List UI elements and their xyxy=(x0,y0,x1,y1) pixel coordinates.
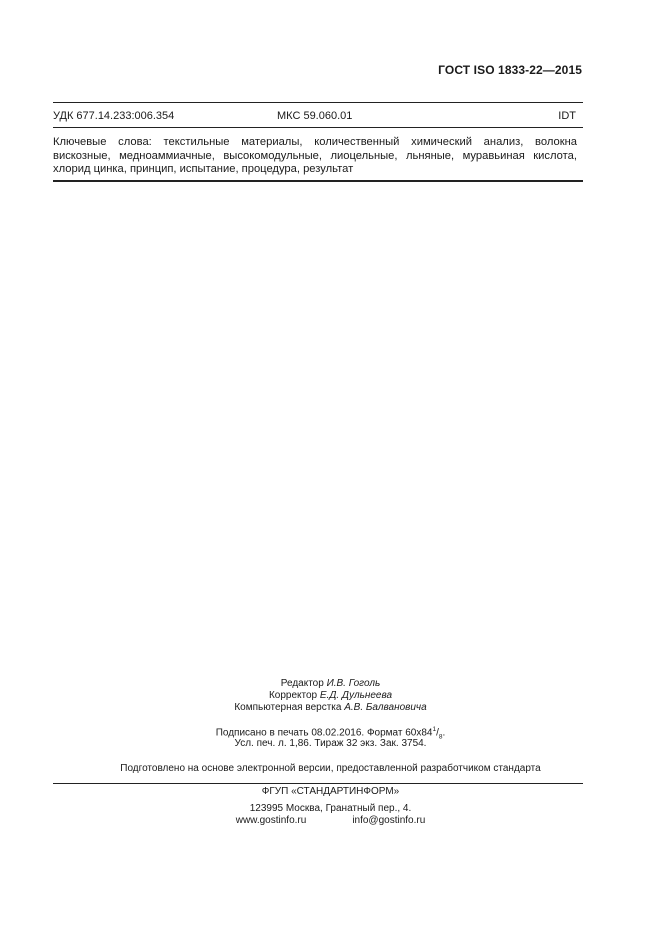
signed-text: Подписано в печать 08.02.2016. Формат 60х84 xyxy=(215,727,433,739)
corrector-name: Е.Д. Дульнеева xyxy=(319,690,393,701)
udk-code: УДК 677.14.233:006.354 xyxy=(53,110,175,122)
contacts-line xyxy=(0,815,661,826)
publisher-name: ФГУП «СТАНДАРТИНФОРМ» xyxy=(261,786,400,797)
editor-line xyxy=(0,678,661,689)
editor-role: Редактор xyxy=(280,678,324,689)
layout-line xyxy=(0,702,661,713)
top-divider xyxy=(53,102,583,103)
format-denominator: 8 xyxy=(438,733,443,741)
corrector-line xyxy=(0,690,661,701)
format-end: . xyxy=(442,727,446,739)
layout-name: А.В. Балвановича xyxy=(344,702,427,713)
keywords-divider xyxy=(53,180,583,182)
document-id: ГОСТ ISO 1833-22—2015 xyxy=(438,63,582,77)
editor-name: И.В. Гоголь xyxy=(326,678,381,689)
layout-role: Компьютерная верстка xyxy=(234,702,342,713)
website-link[interactable]: www.gostinfo.ru xyxy=(235,815,307,826)
email-link[interactable]: info@gostinfo.ru xyxy=(352,815,426,826)
format-numerator: 1 xyxy=(432,726,437,733)
mks-code: МКС 59.060.01 xyxy=(277,110,353,122)
prepared-note: Подготовлено на основе электронной версии, предоставленной разработчиком стандарта xyxy=(120,763,541,774)
keywords-paragraph: Ключевые слова: текстильные материалы, количественный химический анализ, волокна вискозные, медноаммиачные, высокомодульные, лиоцельные, льняные, муравьиная кислота, хлорид цинка, принцип, испытание, процедура, результат xyxy=(53,136,577,175)
equivalence-degree: IDT xyxy=(558,110,576,122)
publisher-address: 123995 Москва, Гранатный пер., 4. xyxy=(249,803,412,814)
format-slash: / xyxy=(436,727,439,739)
publisher-divider xyxy=(53,783,583,784)
corrector-role: Корректор xyxy=(268,690,318,701)
classification-divider xyxy=(53,127,583,128)
print-line: Усл. печ. л. 1,86. Тираж 32 экз. Зак. 3754. xyxy=(234,738,427,749)
